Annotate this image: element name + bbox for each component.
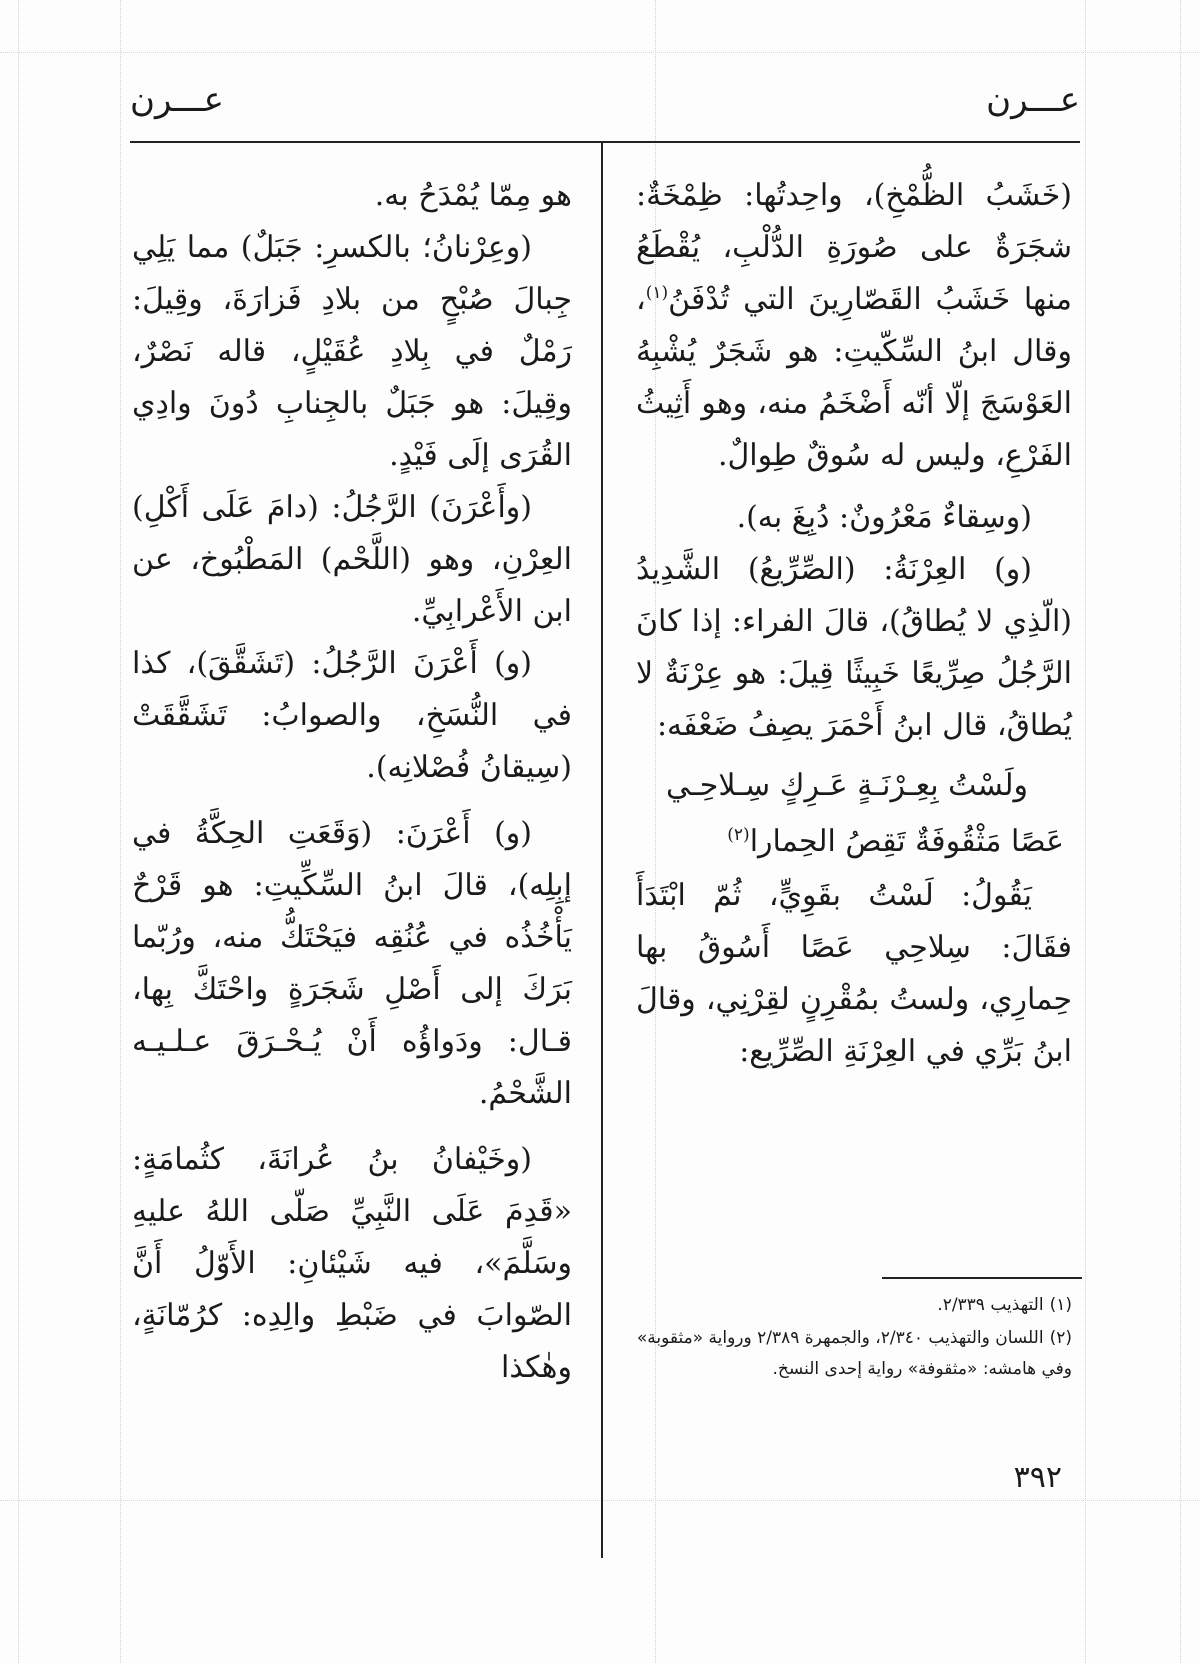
scan-guide-line (0, 1500, 1200, 1501)
footnote (636, 1290, 1072, 1321)
paragraph: (و) العِرْنَةُ: (الصِّرِّيعُ) الشَّدِيدُ (الّذِي لا يُطاقُ)، قالَ الفراء: إذا كانَ الرَّجُلُ صِرِّيعًا خَبِيثًا قِيلَ: هو عِرْنَةٌ لا يُطاقُ، قال ابنُ أَحْمَرَ يصِفُ ضَعْفَه: (636, 552, 1072, 743)
footnote-text: اللسان والتهذيب ٢/٣٤٠، والجمهرة ٢/٣٨٩ ورواية «مثقوبة» وفي هامشه: «مثقوفة» رواية إحدى النسخ. (636, 1328, 1072, 1379)
column-divider (601, 142, 603, 1558)
verse-text: عَصًا مَثْقُوفَةٌ تَقِصُ الحِمارا (749, 824, 1064, 859)
footnotes (636, 1290, 1072, 1387)
verse-line (636, 814, 1072, 870)
page-number: ٣٩٢ (1013, 1460, 1062, 1495)
paragraph (636, 170, 1072, 482)
running-head-left: عـــرن (130, 80, 224, 120)
footnote-number: (١) (1049, 1295, 1072, 1315)
paragraph: (و) أَعْرَنَ: (وَقَعَتِ الحِكَّةُ في إبِلِه)، قالَ ابنُ السِّكِّيتِ: هو قَرْحٌ يَأْخُذُه في عُنُقِه فيَحْتَكُّ منه، ورُبّما بَرَكَ إلى أَصْلِ شَجَرَةٍ واحْتَكَّ بِها، قـال: ودَواؤُه أَنْ يُـحْـرَقَ عـلـيـه الشَّحْمُ. (132, 816, 572, 1111)
footnote-number: (٢) (1049, 1328, 1072, 1348)
verse-line: ولَسْتُ بِعِـرْنَـةٍ عَـرِكٍ سِـلاحِـي (666, 768, 1028, 803)
right-column (636, 170, 1072, 1078)
scan-guide-line (1085, 0, 1086, 1663)
paragraph-text: (خَشَبُ الظُّمْخِ)، واحِدتُها: ظِمْخَةٌ: شجَرَةٌ على صُورَةِ الدُّلْبِ، يُقْطَعُ منها خَشَبُ القَصّارِينَ التي تُدْفَنُ (636, 178, 1072, 317)
scan-guide-line (18, 0, 19, 1663)
paragraph: (و) أَعْرَنَ الرَّجُلُ: (تَشَقَّقَ)، كذا في النُّسَخِ، والصوابُ: تَشَقَّقَتْ (سِيقانُ فُصْلانِه). (132, 646, 572, 785)
left-column (132, 170, 572, 1394)
scan-guide-line (0, 52, 1200, 53)
running-head-right: عـــرن (986, 80, 1080, 120)
paragraph: (وخَيْفانُ بنُ عُرانَةَ، كثُمامَةٍ: «قَدِمَ عَلَى النَّبِيِّ صَلّى اللهُ عليهِ وسَلَّمَ»، فيه شَيْئانِ: الأَوّلُ أَنَّ الصّوابَ في ضَبْطِ والِدِه: كرُمّانَةٍ، وهٰكذا (132, 1142, 572, 1385)
paragraph-text: ، وقال ابنُ السِّكّيتِ: هو شَجَرٌ يُشْبِهُ العَوْسَجَ إلّا أنّه أَضْخَمُ منه، وهو أَثِيثُ الفَرْعِ، وليس له سُوقٌ طِوالٌ. (636, 282, 1072, 473)
paragraph: (وأَعْرَنَ) الرَّجُلُ: (دامَ عَلَى أَكْلِ) العِرْنِ، وهو (اللَّحْم) المَطْبُوخ، عن ابن الأَعْرابِيِّ. (132, 490, 572, 629)
footnote-ref: (٢) (727, 825, 750, 845)
footnote-ref: (١) (645, 283, 669, 303)
paragraph: يَقُولُ: لَسْتُ بقَوِيٍّ، ثُمّ ابْتَدَأَ فقَالَ: سِلاحِي عَصًا أَسُوقُ بها حِمارِي، ولستُ بمُقْرِنٍ لقِرْنِي، وقالَ ابنُ بَرِّي في العِرْنَةِ الصِّرِّيع: (636, 878, 1072, 1069)
verse (636, 758, 1072, 870)
header-rule (130, 141, 1080, 143)
scan-guide-line (1180, 0, 1181, 1663)
footnote (636, 1323, 1072, 1385)
footnote-text: التهذيب ٢/٣٣٩. (937, 1295, 1044, 1315)
paragraph: هو مِمّا يُمْدَحُ به. (374, 178, 572, 213)
paragraph: (وسِقاءٌ مَعْرُونٌ: دُبِغَ به). (736, 500, 1032, 535)
footnote-rule (882, 1277, 1082, 1279)
scan-guide-line (120, 0, 121, 1663)
paragraph: (وعِرْنانُ؛ بالكسرِ: جَبَلٌ) مما يَلِي جِبالَ صُبْحٍ من بلادِ فَزارَةَ، وقِيلَ: رَمْلٌ في بِلادِ عُقَيْلٍ، قاله نَصْرٌ، وقِيلَ: هو جَبَلٌ بالجِنابِ دُونَ وادِي القُرَى إلَى فَيْدٍ. (132, 230, 572, 473)
